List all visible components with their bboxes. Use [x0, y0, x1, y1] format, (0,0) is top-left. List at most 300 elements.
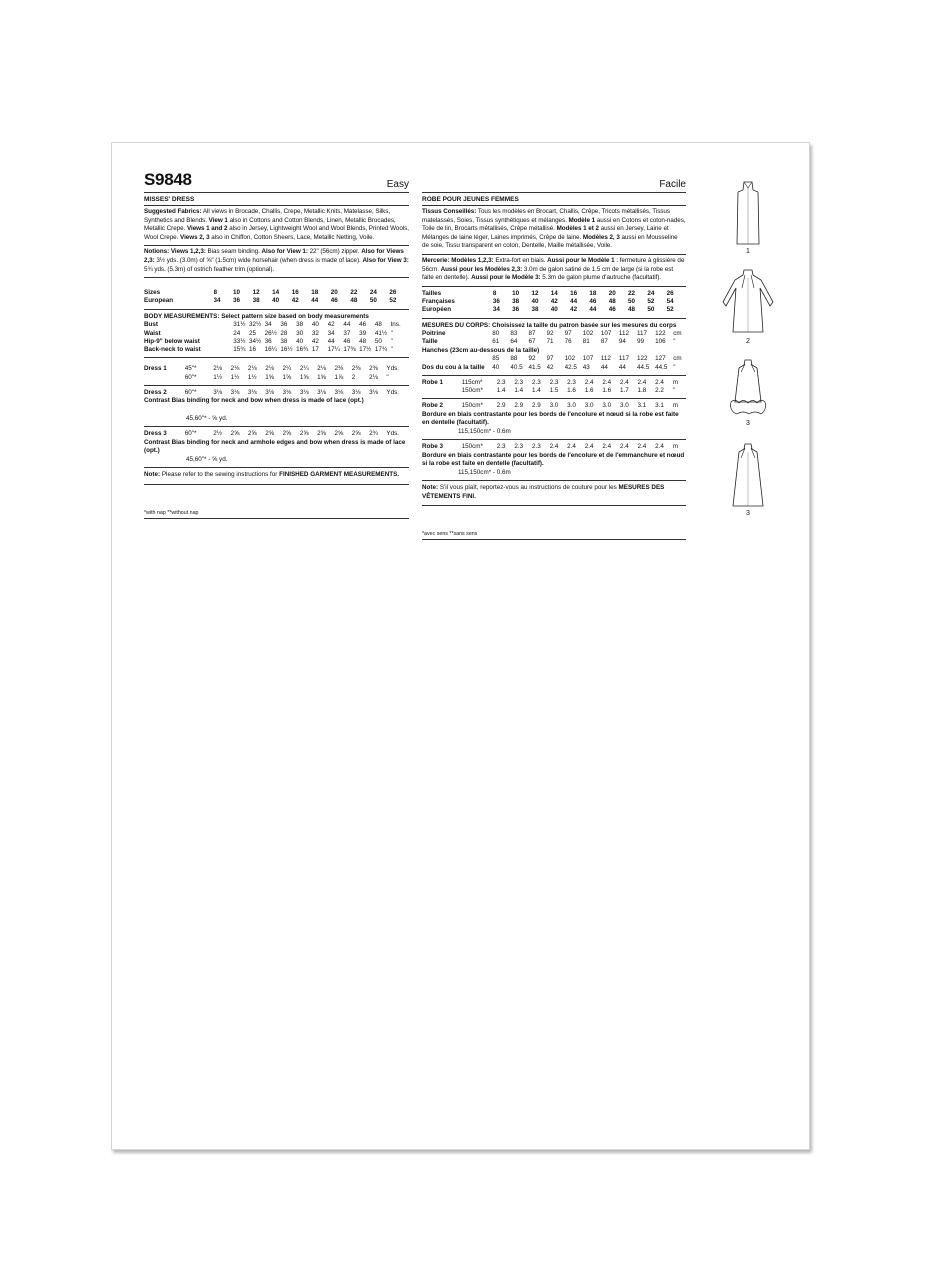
nap-footnote: *with nap **without nap	[144, 509, 409, 519]
table-cell: 31½	[233, 321, 246, 329]
french-header	[422, 174, 686, 193]
row-label: Robe 2	[422, 402, 443, 410]
table-cell: 43	[582, 363, 590, 371]
table-cell: 2.3	[531, 378, 541, 386]
table-cell: 2.4	[655, 443, 664, 451]
table-cell: 1½	[247, 373, 257, 381]
table-cell: 2.3	[567, 378, 576, 386]
table-cell: 8	[213, 289, 218, 297]
row-label: Back-neck to waist	[144, 346, 201, 354]
table-cell: 67	[528, 338, 536, 346]
table-cell: 1⅝	[317, 373, 326, 381]
table-row	[144, 338, 409, 346]
table-cell: 1.5	[549, 387, 559, 395]
table-cell: 16¼	[264, 346, 277, 354]
row-label: Dos du cou à la taille	[422, 363, 485, 371]
robe2-yardage-table	[422, 402, 686, 410]
table-row	[422, 330, 686, 338]
table-cell: "	[390, 346, 393, 354]
table-cell: 2⅝	[265, 430, 274, 438]
table-cell: 41.5	[528, 363, 541, 371]
row-label: Tailles	[422, 289, 442, 297]
table-cell: 117	[618, 355, 629, 363]
difficulty-label: Easy	[386, 179, 409, 190]
table-cell: 2.4	[637, 443, 647, 451]
table-cell: 106	[655, 338, 666, 346]
table-cell: 2⅝	[299, 430, 309, 438]
table-cell: 2.3	[496, 378, 506, 386]
sizes-table-block-fr	[422, 287, 686, 319]
dress1-yardage-table	[144, 365, 409, 382]
dress-view-3-drawing	[718, 440, 778, 510]
table-cell: 1⅝	[299, 373, 309, 381]
table-cell: 3⅛	[213, 389, 223, 397]
table-cell: 83	[510, 330, 518, 338]
table-cell: 48	[608, 298, 616, 306]
dress-view-1-drawing	[718, 178, 778, 248]
table-cell: 1.6	[602, 387, 612, 395]
table-cell: 42	[570, 306, 578, 314]
table-cell: 2.4	[584, 378, 594, 386]
table-cell: 81	[582, 338, 590, 346]
row-label: Européen	[422, 306, 452, 314]
table-cell: 60"*	[184, 373, 197, 381]
table-cell: 46	[359, 321, 367, 329]
table-row	[144, 389, 409, 397]
dress2-yardage-block	[144, 386, 409, 426]
table-cell: 28	[280, 329, 288, 337]
table-cell: "	[673, 363, 676, 371]
view-2	[708, 266, 788, 345]
table-row	[144, 297, 409, 305]
table-cell: 40	[550, 306, 558, 314]
table-cell: 44.5	[655, 363, 668, 371]
view-3a	[708, 356, 788, 427]
table-cell: 1½	[213, 373, 223, 381]
view-number: 2	[746, 338, 750, 345]
table-cell: 54	[666, 298, 674, 306]
table-cell: 2½	[213, 430, 223, 438]
table-cell: 87	[600, 338, 608, 346]
table-cell: 17¾	[374, 346, 388, 354]
table-cell: 18	[589, 289, 597, 297]
body-measurements-heading-fr: MESURES DU CORPS: Choisissez la taille du patron basée sur les mesures du corps	[422, 321, 677, 329]
table-cell: 40	[272, 297, 280, 305]
english-header	[144, 170, 409, 193]
body-measurements-heading: BODY MEASUREMENTS: Select pattern size based on body measurements	[144, 312, 369, 320]
table-cell: 61	[492, 338, 500, 346]
table-cell: 2⅛	[317, 365, 326, 373]
view-3b	[708, 440, 788, 517]
table-cell: 52	[647, 298, 655, 306]
table-cell: 50	[369, 297, 377, 305]
table-cell: 16	[570, 289, 578, 297]
table-cell: 42	[550, 298, 558, 306]
table-cell: 17½	[359, 346, 372, 354]
table-cell: 1.4	[531, 387, 541, 395]
row-label: Poitrine	[422, 330, 446, 338]
table-cell: 3⅛	[230, 389, 240, 397]
table-cell: 20	[608, 289, 616, 297]
row-label: Robe 3	[422, 443, 443, 451]
table-cell: 115cm*	[461, 378, 483, 386]
table-cell: 3.0	[602, 402, 612, 410]
table-cell: 2⅛	[230, 365, 240, 373]
table-cell: 2⅜	[334, 365, 344, 373]
table-cell: 38	[531, 306, 539, 314]
table-cell: 122	[637, 355, 648, 363]
table-cell: 15¾	[233, 346, 246, 354]
table-cell: 112	[600, 355, 611, 363]
table-cell: 150cm*	[461, 443, 483, 451]
table-cell: 16½	[280, 346, 293, 354]
table-cell: 44	[311, 297, 319, 305]
table-cell: 1.7	[619, 387, 629, 395]
table-cell: 2⅛	[213, 365, 223, 373]
table-cell: "	[390, 329, 393, 337]
table-cell: 16	[248, 346, 256, 354]
sizes-table	[144, 289, 409, 306]
table-cell: 36	[264, 337, 272, 345]
row-label: Hip-9" below waist	[144, 337, 200, 345]
table-cell: 2⅝	[247, 430, 257, 438]
table-cell: m	[672, 378, 678, 386]
table-cell: 14	[272, 289, 280, 297]
view-number: 1	[746, 248, 750, 255]
table-cell: 2.4	[655, 378, 664, 386]
contrast-binding-amount-2: 45,60"* - ⅝ yd.	[186, 455, 228, 463]
row-label: Dress 3	[144, 430, 167, 438]
table-cell: cm	[673, 355, 682, 363]
table-cell: 92	[546, 330, 554, 338]
table-cell: 107	[600, 330, 612, 338]
table-cell: 112	[618, 330, 629, 338]
table-cell: 2⅜	[369, 365, 378, 373]
table-cell: 26½	[264, 329, 277, 337]
table-cell: 42	[311, 337, 319, 345]
sizes-table-fr	[422, 290, 686, 315]
row-label: Robe 1	[422, 378, 443, 386]
dress3-yardage-table	[144, 430, 409, 438]
contrast-binding-note-1: Contrast Bias binding for neck and bow when dress is made of lace (opt.)	[144, 397, 364, 405]
table-cell: 150cm*	[461, 387, 483, 395]
table-row	[422, 338, 686, 346]
table-cell: 3⅛	[282, 389, 292, 397]
table-row	[422, 306, 686, 314]
table-cell: 14	[550, 289, 558, 297]
difficulty-label-fr: Facile	[659, 179, 686, 190]
table-cell: 2.4	[567, 443, 576, 451]
table-cell: 1.4	[514, 387, 524, 395]
table-cell: 150cm*	[461, 402, 483, 410]
table-cell: 122	[655, 330, 666, 338]
robe3-yardage-table	[422, 443, 686, 451]
table-cell: 2⅛	[265, 365, 274, 373]
table-cell: 87	[528, 330, 536, 338]
table-row	[422, 387, 686, 395]
table-cell: 3.0	[549, 402, 559, 410]
table-cell: 1.6	[567, 387, 576, 395]
table-cell: 22	[350, 289, 358, 297]
table-cell: 2⅝	[317, 430, 326, 438]
table-cell: 2.9	[531, 402, 541, 410]
table-cell: 44	[618, 363, 626, 371]
table-cell: 32½	[248, 321, 262, 329]
table-cell: 2.4	[549, 443, 559, 451]
table-cell: 50	[628, 298, 636, 306]
table-cell: 39	[359, 329, 367, 337]
table-cell: 3.0	[619, 402, 629, 410]
table-cell: 36	[233, 297, 241, 305]
table-cell: 38	[512, 298, 520, 306]
row-label	[144, 374, 185, 382]
table-cell: 52	[389, 297, 397, 305]
table-cell: 24	[647, 289, 655, 297]
table-cell: 41½	[374, 329, 388, 337]
table-cell: 2.4	[619, 378, 629, 386]
table-cell: 2¼	[299, 365, 309, 373]
table-cell: "	[386, 373, 389, 381]
table-cell: 85	[492, 355, 500, 363]
table-cell: 117	[637, 330, 648, 338]
table-cell: 44	[570, 298, 578, 306]
body-measurements-table-fr	[422, 330, 686, 347]
table-cell: 37	[343, 329, 351, 337]
table-cell: 44	[327, 337, 335, 345]
row-label: Bust	[144, 321, 158, 329]
table-cell: 2.2	[655, 387, 664, 395]
table-cell: 17⅜	[343, 346, 356, 354]
table-cell: Yds.	[386, 430, 400, 438]
table-cell: 1⅝	[282, 373, 292, 381]
table-cell: 34½	[248, 337, 262, 345]
table-cell: 30	[296, 329, 304, 337]
table-cell: 36	[280, 321, 288, 329]
contrast-binding-note-1-fr: Bordure en biais contrastante pour les bords de l'encolure et nœud si la robe est faite en dentelle (facultatif).	[422, 410, 679, 427]
garment-title: MISSES' DRESS	[144, 193, 409, 206]
table-cell: 45"*	[184, 365, 197, 373]
table-cell: 2.3	[496, 443, 506, 451]
table-cell: 80	[492, 330, 500, 338]
table-cell: 46	[330, 297, 338, 305]
pattern-code: S9848	[144, 170, 192, 189]
table-cell: 2⅝	[351, 430, 361, 438]
view-1	[708, 178, 788, 255]
row-label: Taille	[422, 338, 438, 346]
table-cell: 2.3	[531, 443, 541, 451]
table-cell: 12	[252, 289, 260, 297]
table-cell: 88	[510, 355, 518, 363]
table-cell: 2.3	[514, 443, 524, 451]
table-row	[422, 443, 686, 451]
table-cell: 3⅛	[334, 389, 344, 397]
table-cell: 2.9	[496, 402, 506, 410]
table-cell: 3⅛	[369, 389, 378, 397]
table-cell: 1.8	[637, 387, 647, 395]
table-cell: 97	[546, 355, 554, 363]
table-cell: 8	[492, 289, 497, 297]
contrast-binding-amount-1: 45,60"* - ⅝ yd.	[186, 414, 228, 422]
table-cell: 18	[311, 289, 319, 297]
table-cell: 48	[350, 297, 358, 305]
contrast-binding-note-2: Contrast Bias binding for neck and armhole edges and bow when dress is made of lace (opt.)	[144, 438, 406, 455]
table-cell: 2.9	[514, 402, 524, 410]
table-row	[422, 298, 686, 306]
table-cell: 25	[248, 329, 256, 337]
table-cell: 92	[528, 355, 536, 363]
table-row	[144, 346, 409, 354]
notions: Notions: Views 1,2,3: Bias seam binding. Also for View 1: 22" (56cm) zipper. Also for Views 2,3: 3½ yds. (3.0m) of ⅝" (1.5cm) wide horsehair (when dress is made of lace). Also for View 3: 5¾ yds. (5.3m) of ostrich feather trim (optional).	[144, 246, 409, 278]
table-cell: 44	[600, 363, 608, 371]
table-cell: 36	[512, 306, 520, 314]
view-number: 3	[746, 510, 750, 517]
table-cell: 17¼	[327, 346, 340, 354]
sizes-table-block	[144, 286, 409, 310]
dress2-yardage-table	[144, 389, 409, 397]
table-row	[422, 355, 686, 363]
table-cell: 2¾	[369, 430, 378, 438]
table-cell: 48	[374, 321, 382, 329]
table-cell: 34	[264, 321, 272, 329]
table-cell: 33½	[233, 337, 246, 345]
dress1-yardage-block	[144, 358, 409, 386]
table-row	[144, 321, 409, 329]
robe3-yardage-block	[422, 439, 686, 481]
table-cell: 64	[510, 338, 518, 346]
table-cell: 22	[628, 289, 636, 297]
table-cell: 40	[296, 337, 304, 345]
table-cell: 40	[531, 298, 539, 306]
table-cell: 60"*	[184, 430, 197, 438]
contrast-binding-note-2-fr: Bordure en biais contrastante pour les bords de l'encolure et de l'emmanchure et nœud si la robe est faite en dentelle (facultatif).	[422, 451, 685, 468]
table-row	[144, 330, 409, 338]
table-cell: 2.4	[602, 378, 612, 386]
table-cell: "	[390, 337, 393, 345]
table-cell: 40.5	[510, 363, 523, 371]
table-cell: 42	[291, 297, 299, 305]
robe1-yardage-table	[422, 379, 686, 396]
table-cell: Yds.	[386, 365, 400, 373]
table-cell: 2.4	[619, 443, 629, 451]
table-cell: 127	[655, 355, 666, 363]
table-cell: 26	[666, 289, 674, 297]
table-cell: m	[672, 402, 678, 410]
table-cell: 26	[389, 289, 397, 297]
suggested-fabrics-fr: Tissus Conseillés: Tous les modèles en Brocart, Challis, Crêpe, Tricots métallisés, Tissus matelassés, Soies, Tissus synthétiques et mélanges. Modèle 1 aussi en Cotons et coton-nades, Toile de lin, Brocarts métallisés, Crêpe métallisé. Modèles 1 et 2 aussi en Jersey, Laine et Mélanges de laine léger, Laines imprimés, Crêpe de laine. Modèles 2, 3 aussi en Mousseline de soie, Tissu transparent en coton, Dentelle, Maille métallisée, Voile.	[422, 206, 686, 255]
hips-table-fr	[422, 355, 686, 372]
table-cell: 3.0	[584, 402, 594, 410]
dress3-yardage-block	[144, 426, 409, 468]
finished-measurements-note: Note: Please refer to the sewing instructions for FINISHED GARMENT MEASUREMENTS.	[144, 468, 409, 485]
french-column	[422, 174, 686, 540]
table-cell: 94	[618, 338, 626, 346]
table-row	[422, 290, 686, 298]
table-cell: 44	[589, 306, 597, 314]
finished-measurements-note-fr: Note: S'il vous plaît, reportez-vous au instructions de couture pour les MESURES DES VÊTEMENTS FINI.	[422, 481, 686, 506]
table-cell: 34	[327, 329, 335, 337]
table-cell: 48	[628, 306, 636, 314]
table-cell: 38	[296, 321, 304, 329]
nap-footnote-fr: *avec sens **sans sens	[422, 530, 686, 540]
table-cell: 46	[343, 337, 351, 345]
table-cell: 3.1	[637, 402, 647, 410]
table-cell: 12	[531, 289, 539, 297]
row-label: Françaises	[422, 298, 455, 306]
table-cell: Yds.	[386, 389, 400, 397]
row-label	[422, 387, 462, 395]
table-cell: 76	[564, 338, 572, 346]
table-cell: 48	[359, 337, 367, 345]
table-cell: "	[672, 387, 675, 395]
table-cell: 3⅛	[351, 389, 361, 397]
table-cell: 2.4	[637, 378, 647, 386]
table-cell: 20	[330, 289, 338, 297]
table-cell: 1⅞	[334, 373, 344, 381]
view-number: 3	[746, 420, 750, 427]
table-cell: 36	[492, 298, 500, 306]
table-cell: 3⅛	[265, 389, 274, 397]
table-cell: 42	[327, 321, 335, 329]
table-cell: 2.4	[584, 443, 594, 451]
table-cell: 2	[351, 373, 356, 381]
table-cell: 44	[343, 321, 351, 329]
table-cell: 38	[280, 337, 288, 345]
body-measurements-table	[144, 321, 409, 354]
notions-fr: Mercerie: Modèles 1,2,3: Extra-fort en biais. Aussi pour le Modèle 1 : fermeture à glissière de 56cm. Aussi pour les Modèles 2,3: 3.0m de galon satiné de 1.5 cm de large (si la robe est faite en dentelle). Aussi pour le Modèle 3: 5.3m de galon plume d'autruche (facultatif).	[422, 255, 686, 287]
row-label: Sizes	[144, 289, 161, 297]
table-cell: 3.0	[567, 402, 576, 410]
table-cell: 3⅛	[317, 389, 326, 397]
table-cell: 107	[582, 355, 594, 363]
table-cell: 16	[291, 289, 299, 297]
table-cell: 102	[564, 355, 576, 363]
table-cell: 2¼	[282, 365, 292, 373]
table-cell: 99	[637, 338, 645, 346]
table-cell: 2⅛	[369, 373, 378, 381]
table-row	[144, 430, 409, 438]
table-cell: 24	[369, 289, 377, 297]
table-cell: 10	[233, 289, 241, 297]
table-cell: 2.4	[602, 443, 612, 451]
table-cell: 42.5	[564, 363, 577, 371]
table-cell: 34	[213, 297, 221, 305]
table-cell: 16¾	[296, 346, 309, 354]
table-cell: 2⅝	[334, 430, 344, 438]
table-cell: 10	[512, 289, 520, 297]
table-cell: 24	[233, 329, 241, 337]
table-cell: 2⅛	[247, 365, 257, 373]
table-row	[144, 365, 409, 373]
table-cell: 1⅝	[265, 373, 274, 381]
body-measurements-block	[144, 310, 409, 359]
table-cell: 2.3	[514, 378, 524, 386]
table-cell: Ins.	[390, 321, 401, 329]
table-cell: 60"*	[184, 389, 197, 397]
hips-label-fr: Hanches (23cm au-dessous de la taille)	[422, 346, 540, 354]
contrast-binding-amount-1-fr: 115,150cm* - 0.6m	[458, 427, 511, 435]
table-cell: 34	[492, 306, 500, 314]
table-cell: 50	[647, 306, 655, 314]
table-row	[422, 402, 686, 410]
table-cell: 71	[546, 338, 554, 346]
robe1-yardage-block	[422, 376, 686, 400]
suggested-fabrics: Suggested Fabrics: All views in Brocade, Challis, Crepe, Metallic Knits, Matelasse, Silks, Synthetics and Blends. View 1 also in Cottons and Cotton Blends, Linen, Metallic Brocades, Metallic Crepe. Views 1 and 2 also in Jersey, Lightweight Wool and Wool Blends, Printed Wools, Wool Crepe. Views 2, 3 also in Chiffon, Cotton Sheers, Lace, Metallic Netting, Voile.	[144, 206, 409, 246]
table-cell: 46	[608, 306, 616, 314]
table-cell: 40	[311, 321, 319, 329]
table-cell: m	[672, 443, 678, 451]
dress-view-3-feather-drawing	[715, 356, 781, 420]
table-cell: 2⅝	[230, 430, 240, 438]
